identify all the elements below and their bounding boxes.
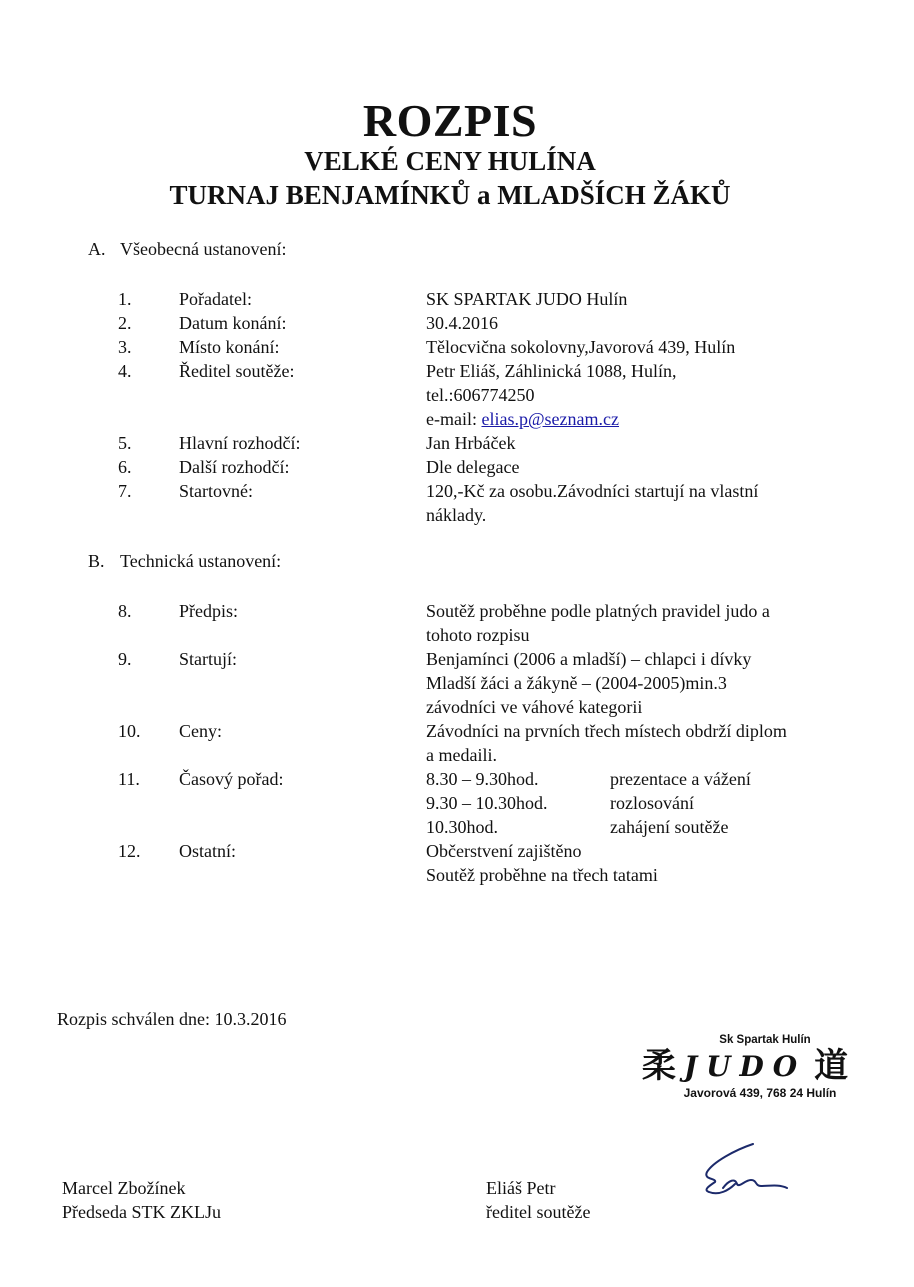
item-number: 7.: [118, 481, 132, 501]
value-line: tel.:606774250: [426, 385, 535, 405]
item-label: Ostatní:: [179, 841, 236, 861]
value-line: tohoto rozpisu: [426, 625, 530, 645]
value-line: a medaili.: [426, 745, 497, 765]
schedule-row: [426, 767, 856, 791]
schedule-table: [426, 767, 856, 839]
schedule-time: 8.30 – 9.30hod.: [426, 769, 539, 789]
section-a-heading: [88, 239, 286, 260]
document-subtitle-tournament: TURNAJ BENJAMÍNKŮ a MLADŠÍCH ŽÁKŮ: [169, 180, 731, 210]
stamp-judo-logo: [640, 1048, 850, 1084]
value-line: 120,-Kč za osobu.Závodníci startují na vlastní: [426, 481, 759, 501]
item-value: [426, 311, 856, 335]
item-label: Ceny:: [179, 721, 222, 741]
signatory-role: Předseda STK ZKLJu: [62, 1202, 221, 1222]
item-value: [426, 335, 856, 359]
item-number: 4.: [118, 361, 132, 381]
item-label: Startovné:: [179, 481, 253, 501]
signatory-name: Marcel Zbožínek: [62, 1178, 186, 1198]
approval-date: Rozpis schválen dne: 10.3.2016: [57, 1009, 287, 1029]
item-value: [426, 431, 856, 455]
item-number: 2.: [118, 313, 132, 333]
item-label: Místo konání:: [179, 337, 280, 357]
item-value: [426, 455, 856, 479]
value-line: závodníci ve váhové kategorii: [426, 697, 643, 717]
document-subtitle-event: VELKÉ CENY HULÍNA: [304, 146, 596, 176]
item-value: [426, 647, 856, 719]
value-line: Jan Hrbáček: [426, 433, 516, 453]
signature-block-stk-chair: [62, 1176, 221, 1224]
signatory-name: Eliáš Petr: [486, 1178, 556, 1198]
schedule-activity: zahájení soutěže: [610, 817, 729, 837]
item-label: Další rozhodčí:: [179, 457, 290, 477]
stamp-judo-text: JUDO: [683, 1049, 807, 1083]
item-label: Ředitel soutěže:: [179, 361, 295, 381]
kanji-ju-icon: 柔: [641, 1046, 676, 1086]
kanji-do-icon: 道: [814, 1046, 849, 1086]
item-number: 12.: [118, 841, 141, 861]
section-title: Všeobecná ustanovení:: [120, 239, 287, 259]
item-number: 10.: [118, 721, 141, 741]
item-number: 1.: [118, 289, 132, 309]
stamp-address: Javorová 439, 768 24 Hulín: [683, 1086, 837, 1100]
item-label: Startují:: [179, 649, 237, 669]
value-line-email: [426, 407, 856, 431]
value-line: Benjamínci (2006 a mladší) – chlapci i dívky: [426, 649, 752, 669]
section-b-heading: [88, 551, 281, 572]
stamp-club-name: Sk Spartak Hulín: [719, 1034, 811, 1046]
signature-block-director: [486, 1176, 590, 1224]
signatory-role: ředitel soutěže: [486, 1202, 591, 1222]
value-line: Soutěž proběhne podle platných pravidel judo a: [426, 601, 770, 621]
value-line: Tělocvična sokolovny,Javorová 439, Hulín: [426, 337, 736, 357]
value-line: SK SPARTAK JUDO Hulín: [426, 289, 628, 309]
value-line: Závodníci na prvních třech místech obdrží diplom: [426, 721, 787, 741]
item-value: [426, 719, 856, 767]
item-value: [426, 839, 856, 887]
item-value: [426, 599, 856, 647]
email-prefix: e-mail:: [426, 409, 482, 429]
schedule-time: 9.30 – 10.30hod.: [426, 793, 548, 813]
item-label: Pořadatel:: [179, 289, 252, 309]
email-link[interactable]: elias.p@seznam.cz: [481, 409, 619, 429]
item-number: 11.: [118, 769, 140, 789]
schedule-time: 10.30hod.: [426, 817, 498, 837]
section-title: Technická ustanovení:: [120, 551, 282, 571]
schedule-row: [426, 815, 856, 839]
handwritten-signature-icon: [695, 1140, 805, 1200]
item-value: [426, 479, 856, 527]
item-label: Předpis:: [179, 601, 239, 621]
item-label: Hlavní rozhodčí:: [179, 433, 301, 453]
club-stamp: [640, 1034, 850, 1100]
item-number: 8.: [118, 601, 132, 621]
value-line: Dle delegace: [426, 457, 520, 477]
value-line: náklady.: [426, 505, 487, 525]
value-line: Petr Eliáš, Záhlinická 1088, Hulín,: [426, 361, 677, 381]
item-label: Časový pořad:: [179, 769, 284, 789]
item-value: [426, 359, 856, 431]
item-label: Datum konání:: [179, 313, 287, 333]
document-title: ROZPIS: [362, 95, 538, 146]
item-number: 5.: [118, 433, 132, 453]
section-letter: A.: [88, 239, 106, 259]
value-line: Soutěž proběhne na třech tatami: [426, 865, 658, 885]
section-letter: B.: [88, 551, 105, 571]
value-line: Mladší žáci a žákyně – (2004-2005)min.3: [426, 673, 727, 693]
item-number: 3.: [118, 337, 132, 357]
schedule-activity: prezentace a vážení: [610, 769, 751, 789]
item-value: [426, 287, 856, 311]
schedule-activity: rozlosování: [610, 793, 694, 813]
item-number: 9.: [118, 649, 132, 669]
value-line: 30.4.2016: [426, 313, 498, 333]
schedule-row: [426, 791, 856, 815]
value-line: Občerstvení zajištěno: [426, 841, 582, 861]
item-number: 6.: [118, 457, 132, 477]
